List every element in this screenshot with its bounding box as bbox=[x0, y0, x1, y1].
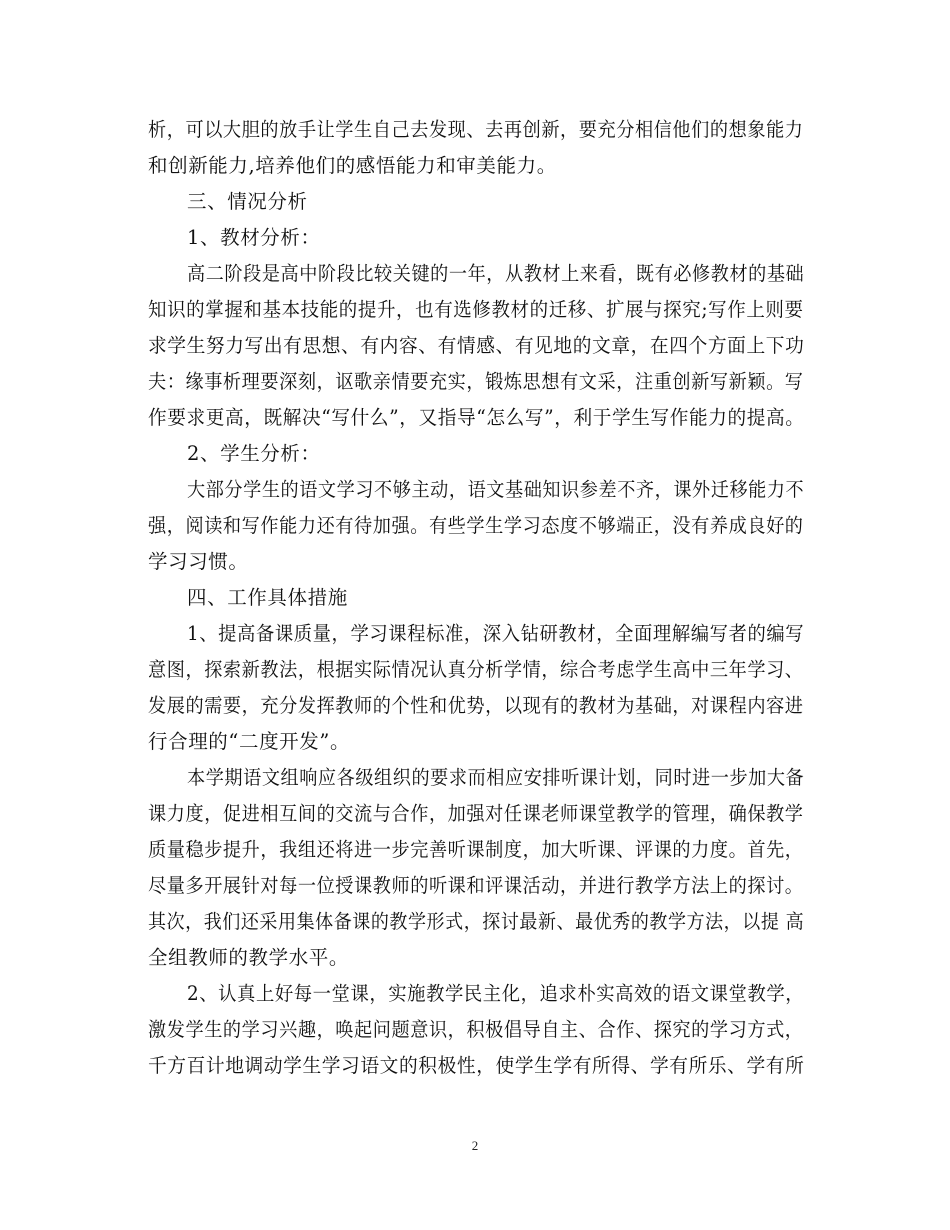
text-line: 尽量多开展针对每一位授课教师的听课和评课活动，并进行教学方法上的探讨。 bbox=[148, 874, 804, 897]
text-line: 1、提高备课质量，学习课程标准，深入钻研教材，全面理解编写者的编写 bbox=[187, 622, 805, 645]
text-line: 意图，探索新教法，根据实际情况认真分析学情，综合考虑学生高中三年学习、 bbox=[148, 658, 804, 681]
text-line: 和创新能力,培养他们的感悟能力和审美能力。 bbox=[148, 154, 557, 177]
text-line: 大部分学生的语文学习不够主动，语文基础知识参差不齐，课外迁移能力不 bbox=[187, 478, 805, 501]
text-line: 千方百计地调动学生学习语文的积极性，使学生学有所得、学有所乐、学有所 bbox=[148, 1054, 805, 1077]
text-line: 本学期语文组响应各级组织的要求而相应安排听课计划，同时进一步加大备 bbox=[187, 766, 805, 789]
text-line: 强，阅读和写作能力还有待加强。有些学生学习态度不够端正，没有养成良好的 bbox=[148, 514, 804, 537]
text-line: 质量稳步提升，我组还将进一步完善听课制度，加大听课、评课的力度。首先， bbox=[148, 838, 804, 861]
section-heading: 三、情况分析 bbox=[187, 190, 308, 213]
text-line: 行合理的“二度开发”。 bbox=[148, 730, 351, 753]
text-line: 求学生努力写出有思想、有内容、有情感、有见地的文章，在四个方面上下功 bbox=[148, 334, 805, 357]
text-line: 课力度，促进相互间的交流与合作，加强对任课老师课堂教学的管理，确保教学 bbox=[148, 802, 804, 825]
text-line: 析，可以大胆的放手让学生自己去发现、去再创新，要充分相信他们的想象能力 bbox=[148, 118, 804, 141]
text-line: 高二阶段是高中阶段比较关键的一年，从教材上来看，既有必修教材的基础 bbox=[187, 262, 805, 285]
section-heading: 四、工作具体措施 bbox=[187, 586, 348, 609]
subsection-heading: 1、教材分析： bbox=[187, 226, 321, 249]
text-line: 2、认真上好每一堂课，实施教学民主化，追求朴实高效的语文课堂教学， bbox=[187, 982, 805, 1005]
text-line: 全组教师的教学水平。 bbox=[148, 946, 350, 969]
text-line: 学习习惯。 bbox=[148, 550, 249, 573]
text-line: 发展的需要，充分发挥教师的个性和优势，以现有的教材为基础，对课程内容进 bbox=[148, 694, 804, 717]
text-line: 知识的掌握和基本技能的提升，也有选修教材的迁移、扩展与探究;写作上则要 bbox=[148, 298, 804, 321]
text-line: 作要求更高，既解决“写什么”，又指导“怎么写”，利于学生写作能力的提高。 bbox=[148, 406, 805, 429]
text-line: 激发学生的学习兴趣，唤起问题意识，积极倡导自主、合作、探究的学习方式， bbox=[148, 1018, 804, 1041]
subsection-heading: 2、学生分析： bbox=[187, 442, 321, 465]
text-line: 夫：缘事析理要深刻，讴歌亲情要充实，锻炼思想有文采，注重创新写新颖。写 bbox=[148, 370, 804, 393]
text-line: 其次，我们还采用集体备课的教学形式，探讨最新、最优秀的教学方法，以提 高 bbox=[148, 910, 805, 933]
page-number: 2 bbox=[471, 1138, 479, 1153]
